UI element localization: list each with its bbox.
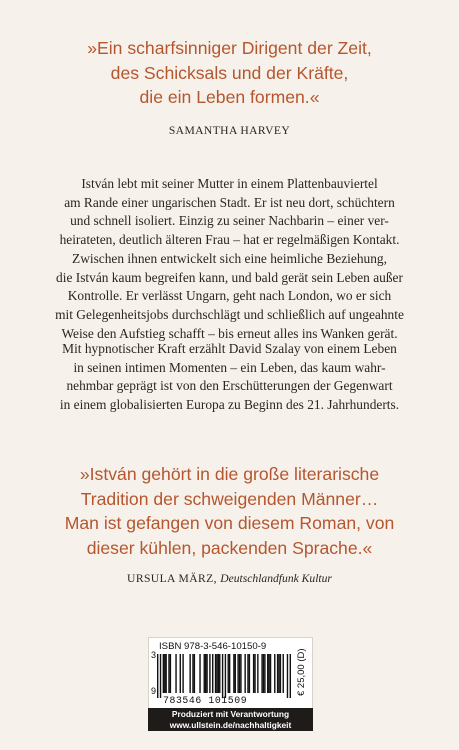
barcode-bar [218,654,219,693]
barcode-bar [244,654,245,693]
barcode-bar [160,654,161,698]
quote-bottom-line: Tradition der schweigenden Männer… [80,488,379,509]
barcode-bar [219,654,220,693]
barcode-bar [194,654,195,693]
barcode-bar [263,654,264,693]
blurb-line: die István kaum begreifen kann, und bald gerät sein Leben außer [56,269,403,285]
barcode-panel [148,637,313,709]
barcode-bar [249,654,250,693]
attribution-source: Deutschlandfunk Kultur [220,572,332,585]
producer-badge [148,708,313,731]
barcode-bar [228,654,229,693]
barcode-bar [157,654,158,698]
barcode-bar [189,654,190,693]
price-label: € 25,00 (D) [296,648,307,696]
barcode-bar [247,654,248,693]
barcode-bar [287,654,288,698]
blurb-line: Weise den Aufstieg schafft – bis erneut alles ins Wanken gerät. [61,325,398,341]
barcode-lead-digit: 9 [151,686,157,696]
quote-top-line: die ein Leben formen.« [139,87,320,107]
barcode-bar [209,654,210,693]
barcode-bar [175,654,176,693]
blurb-line: in seinen intimen Momenten – ein Leben, das kaum wahr- [73,359,386,375]
attribution-name: URSULA MÄRZ, [127,572,217,585]
barcode-bar [205,654,206,693]
barcode-bar [233,654,234,693]
barcode-bar [170,654,171,693]
blurb-paragraph-2 [0,340,459,415]
barcode-bar [212,654,213,693]
blurb-line: heirateten, deutlich älteren Frau – hat er regelmäßigen Kontakt. [59,232,400,248]
barcode-bar [165,654,166,693]
barcode-bar [164,654,165,693]
quote-bottom-line: »István gehört in die große literarische [79,464,380,484]
quote-bottom [0,462,459,560]
blurb-line: nehmbar geprägt ist von den Erschütterungen der Gegenwart [66,378,393,394]
barcode-bar [222,654,223,698]
barcode-bar [206,654,207,693]
barcode-bar [180,654,181,693]
producer-line-1: Produziert mit Verantwortung [171,709,290,719]
quote-bottom-line: dieser kühlen, packenden Sprache.« [86,537,373,558]
barcode-bar [235,654,236,693]
barcode-bar [283,654,284,693]
blurb-line: am Rande einer ungarischen Stadt. Er ist neu dort, schüchtern [64,194,395,210]
quote-top [0,36,459,110]
blurb-line: in einem globalisierten Europa zu Beginn des 21. Jahrhunderts. [59,397,400,413]
barcode-bar [254,654,255,693]
producer-link: www.ullstein.de/nachhaltigkeit [169,719,292,730]
barcode-bar [225,654,226,698]
barcode-digits: 783546 101509 [163,695,248,706]
barcode-bar [274,654,275,693]
barcode-addon-digit: 3 [151,650,157,660]
barcode-bar [261,654,262,693]
blurb-line: István lebt mit seiner Mutter in einem Plattenbauviertel [81,176,378,191]
barcode-bar [204,654,205,693]
barcode-bar [280,654,281,693]
barcode-bar [163,654,164,693]
blurb-line: Kontrolle. Er verlässt Ungarn, geht nach London, wo er sich [67,288,392,304]
barcode-bar [215,654,216,693]
barcode-bar [264,654,265,693]
barcode-bar [253,654,254,693]
quote-top-line: des Schicksals und der Kräfte, [110,62,349,83]
barcode-bar [237,654,238,693]
quote-bottom-attribution [0,572,459,585]
blurb-line: mit Gelegenheitsjobs durchschlägt und schließlich auf ungeahnte [55,306,404,322]
barcode-bar [278,654,279,693]
barcode-bar [229,654,230,693]
barcode-bar [257,654,258,693]
barcode-bar [290,654,291,698]
barcode-bar [239,654,240,693]
barcode-bar [277,654,278,693]
barcode-bar [182,654,183,693]
barcode [157,654,291,698]
barcode-bar [240,654,241,693]
barcode-bar [199,654,200,693]
blurb-line: Zwischen ihnen entwickelt sich eine heimliche Beziehung, [72,250,387,266]
barcode-bar [168,654,169,693]
quote-bottom-line: Man ist gefangen von diesem Roman, von [64,513,395,533]
barcode-bar [268,654,269,693]
blurb-paragraph-1 [0,175,459,343]
barcode-bar [267,654,268,693]
quote-top-attribution: SAMANTHA HARVEY [168,124,291,137]
barcode-bar [192,654,193,693]
isbn-text: ISBN 978-3-546-10150-9 [159,641,267,652]
blurb-line: und schnell isoliert. Einzig zu seiner Nachbarin – einer ver- [70,213,389,229]
blurb-line: Mit hypnotischer Kraft erzählt David Szalay von einem Leben [62,341,397,356]
barcode-bar [216,654,217,693]
quote-top-line: »Ein scharfsinniger Dirigent der Zeit, [87,38,372,58]
barcode-bar [270,654,271,693]
